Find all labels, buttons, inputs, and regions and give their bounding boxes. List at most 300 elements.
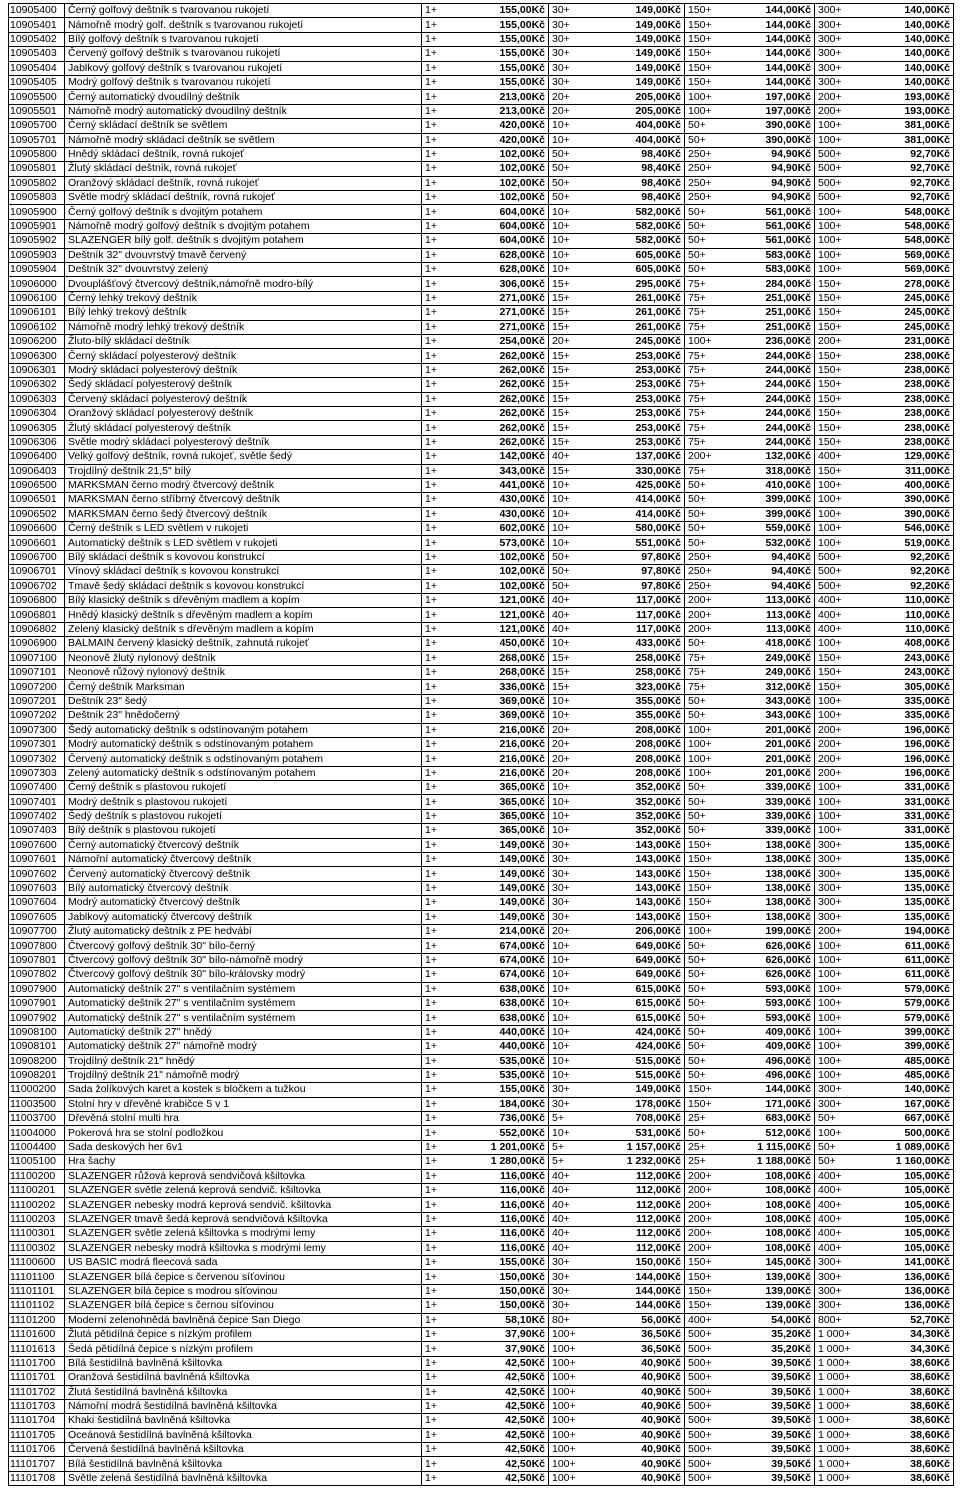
price-tier-1: 1 280,00Kč [472,1155,549,1169]
product-name: Bílý deštník s plastovou rukojetí [65,824,422,838]
qty-tier-3: 50+ [685,133,735,147]
price-tier-3: 138,00Kč [735,867,815,881]
table-row [9,32,954,46]
qty-tier-2: 40+ [549,1241,599,1255]
qty-tier-2: 80+ [549,1313,599,1327]
price-tier-2: 149,00Kč [599,61,685,75]
price-tier-3: 284,00Kč [735,277,815,291]
price-tier-3: 94,90Kč [735,176,815,190]
qty-tier-4: 300+ [815,47,865,61]
price-tier-1: 271,00Kč [472,291,549,305]
table-row [9,435,954,449]
price-tier-3: 113,00Kč [735,622,815,636]
product-code: 10906200 [9,334,65,348]
price-tier-2: 149,00Kč [599,18,685,32]
qty-tier-3: 100+ [685,90,735,104]
price-tier-4: 105,00Kč [865,1198,954,1212]
price-tier-2: 143,00Kč [599,881,685,895]
qty-tier-1: 1+ [422,1428,472,1442]
qty-tier-3: 500+ [685,1471,735,1485]
qty-tier-4: 400+ [815,1227,865,1241]
product-code: 10905901 [9,219,65,233]
qty-tier-4: 50+ [815,1155,865,1169]
qty-tier-3: 75+ [685,392,735,406]
qty-tier-1: 1+ [422,665,472,679]
table-row [9,1255,954,1269]
qty-tier-2: 10+ [549,507,599,521]
table-row [9,291,954,305]
qty-tier-2: 30+ [549,867,599,881]
price-tier-4: 140,00Kč [865,32,954,46]
price-tier-4: 569,00Kč [865,248,954,262]
qty-tier-1: 1+ [422,723,472,737]
qty-tier-4: 500+ [815,176,865,190]
table-row [9,996,954,1010]
qty-tier-1: 1+ [422,176,472,190]
price-tier-4: 196,00Kč [865,752,954,766]
price-tier-1: 1 201,00Kč [472,1140,549,1154]
qty-tier-4: 150+ [815,378,865,392]
qty-tier-2: 10+ [549,1011,599,1025]
qty-tier-1: 1+ [422,1068,472,1082]
price-tier-3: 1 188,00Kč [735,1155,815,1169]
price-tier-1: 271,00Kč [472,306,549,320]
price-tier-2: 355,00Kč [599,694,685,708]
product-code: 10905701 [9,133,65,147]
product-code: 10907301 [9,737,65,751]
price-tier-1: 336,00Kč [472,680,549,694]
table-row [9,1184,954,1198]
product-name: Velký golfový deštník, rovná rukojeť, světle šedý [65,450,422,464]
qty-tier-2: 30+ [549,47,599,61]
table-row [9,1011,954,1025]
qty-tier-4: 100+ [815,478,865,492]
price-tier-2: 149,00Kč [599,4,685,18]
qty-tier-2: 10+ [549,133,599,147]
price-tier-2: 112,00Kč [599,1227,685,1241]
product-name: Šedý automatický deštník s odstínovaným potahem [65,723,422,737]
product-code: 10907100 [9,651,65,665]
table-row [9,867,954,881]
product-code: 10907801 [9,953,65,967]
qty-tier-4: 150+ [815,651,865,665]
price-tier-3: 244,00Kč [735,421,815,435]
price-tier-2: 582,00Kč [599,234,685,248]
qty-tier-2: 10+ [549,234,599,248]
qty-tier-1: 1+ [422,1011,472,1025]
product-name: Automatický deštník 27" s ventilačním systémem [65,982,422,996]
price-tier-3: 144,00Kč [735,75,815,89]
product-name: Automatický deštník 27" námořně modrý [65,1040,422,1054]
table-row [9,1284,954,1298]
price-tier-2: 40,90Kč [599,1471,685,1485]
product-name: Bílá šestidílná bavlněná kšiltovka [65,1457,422,1471]
table-row [9,1040,954,1054]
qty-tier-2: 100+ [549,1399,599,1413]
price-tier-1: 440,00Kč [472,1025,549,1039]
product-code: 10907400 [9,781,65,795]
qty-tier-1: 1+ [422,651,472,665]
qty-tier-2: 100+ [549,1327,599,1341]
price-tier-2: 615,00Kč [599,982,685,996]
price-tier-4: 611,00Kč [865,953,954,967]
price-tier-2: 424,00Kč [599,1040,685,1054]
price-tier-1: 216,00Kč [472,723,549,737]
table-row [9,378,954,392]
qty-tier-1: 1+ [422,1054,472,1068]
price-tier-3: 139,00Kč [735,1299,815,1313]
price-tier-2: 261,00Kč [599,291,685,305]
price-tier-4: 38,60Kč [865,1385,954,1399]
price-tier-4: 38,60Kč [865,1443,954,1457]
qty-tier-4: 100+ [815,781,865,795]
price-tier-4: 135,00Kč [865,853,954,867]
product-name: Oranžová šestidílná bavlněná kšiltovka [65,1371,422,1385]
table-row [9,565,954,579]
product-name: Černý deštník s LED světlem v rukojeti [65,522,422,536]
table-row [9,910,954,924]
table-row [9,824,954,838]
product-code: 10907601 [9,853,65,867]
qty-tier-2: 10+ [549,219,599,233]
qty-tier-3: 50+ [685,1126,735,1140]
price-tier-1: 42,50Kč [472,1385,549,1399]
price-tier-1: 102,00Kč [472,565,549,579]
qty-tier-2: 10+ [549,493,599,507]
price-tier-1: 149,00Kč [472,867,549,881]
table-row [9,119,954,133]
price-tier-4: 238,00Kč [865,421,954,435]
qty-tier-4: 150+ [815,306,865,320]
qty-tier-3: 500+ [685,1356,735,1370]
price-tier-2: 40,90Kč [599,1385,685,1399]
product-name: Námořně modrý skládací deštník se světlem [65,133,422,147]
qty-tier-1: 1+ [422,306,472,320]
price-tier-1: 155,00Kč [472,1083,549,1097]
price-tier-2: 404,00Kč [599,119,685,133]
qty-tier-1: 1+ [422,982,472,996]
qty-tier-3: 100+ [685,766,735,780]
price-tier-3: 626,00Kč [735,968,815,982]
price-tier-4: 129,00Kč [865,450,954,464]
price-tier-3: 339,00Kč [735,781,815,795]
price-tier-1: 216,00Kč [472,737,549,751]
qty-tier-3: 50+ [685,478,735,492]
qty-tier-1: 1+ [422,406,472,420]
price-tier-4: 485,00Kč [865,1054,954,1068]
qty-tier-1: 1+ [422,349,472,363]
qty-tier-3: 75+ [685,306,735,320]
qty-tier-1: 1+ [422,853,472,867]
qty-tier-1: 1+ [422,478,472,492]
price-tier-1: 369,00Kč [472,694,549,708]
qty-tier-3: 50+ [685,263,735,277]
qty-tier-3: 200+ [685,594,735,608]
product-code: 10907403 [9,824,65,838]
price-tier-1: 440,00Kč [472,1040,549,1054]
qty-tier-1: 1+ [422,1255,472,1269]
price-tier-4: 140,00Kč [865,61,954,75]
table-row [9,421,954,435]
price-tier-2: 253,00Kč [599,363,685,377]
qty-tier-1: 1+ [422,263,472,277]
table-row [9,1025,954,1039]
product-name: Moderní zelenohnědá bavlněná čepice San Diego [65,1313,422,1327]
price-tier-2: 615,00Kč [599,1011,685,1025]
price-tier-2: 117,00Kč [599,594,685,608]
product-name: Světle modrý skládací polyesterový deštník [65,435,422,449]
product-code: 10906700 [9,550,65,564]
price-tier-3: 496,00Kč [735,1068,815,1082]
qty-tier-2: 30+ [549,32,599,46]
price-tier-4: 196,00Kč [865,723,954,737]
product-name: Stolní hry v dřevěné krabičce 5 v 1 [65,1097,422,1111]
qty-tier-1: 1+ [422,334,472,348]
qty-tier-1: 1+ [422,838,472,852]
price-tier-4: 485,00Kč [865,1068,954,1082]
price-tier-1: 121,00Kč [472,608,549,622]
product-name: Pokerová hra se stolní podložkou [65,1126,422,1140]
qty-tier-1: 1+ [422,234,472,248]
qty-tier-3: 75+ [685,421,735,435]
qty-tier-1: 1+ [422,378,472,392]
price-tier-1: 674,00Kč [472,953,549,967]
product-name: SLAZENGER světle zelená kšiltovka s modrými lemy [65,1227,422,1241]
price-tier-4: 136,00Kč [865,1299,954,1313]
price-tier-3: 138,00Kč [735,910,815,924]
price-tier-1: 42,50Kč [472,1414,549,1428]
qty-tier-2: 40+ [549,1184,599,1198]
price-tier-4: 38,60Kč [865,1371,954,1385]
table-row [9,709,954,723]
price-tier-1: 262,00Kč [472,421,549,435]
table-row [9,104,954,118]
qty-tier-1: 1+ [422,90,472,104]
qty-tier-2: 10+ [549,522,599,536]
qty-tier-4: 300+ [815,1097,865,1111]
product-name: Čtvercový golfový deštník 30" bílo-námořně modrý [65,953,422,967]
price-tier-4: 194,00Kč [865,925,954,939]
product-code: 10906800 [9,594,65,608]
product-code: 11101705 [9,1428,65,1442]
product-name: Námořně modrý golfový deštník s dvojitým potahem [65,219,422,233]
price-tier-1: 604,00Kč [472,205,549,219]
price-tier-3: 171,00Kč [735,1097,815,1111]
price-tier-3: 139,00Kč [735,1284,815,1298]
table-row [9,665,954,679]
table-row [9,4,954,18]
product-name: Trojdílný deštník 21" hnědý [65,1054,422,1068]
price-tier-2: 98,40Kč [599,176,685,190]
product-code: 10907602 [9,867,65,881]
price-tier-2: 208,00Kč [599,723,685,737]
price-tier-2: 258,00Kč [599,665,685,679]
price-tier-2: 352,00Kč [599,795,685,809]
price-tier-4: 311,00Kč [865,464,954,478]
table-row [9,680,954,694]
qty-tier-1: 1+ [422,867,472,881]
price-tier-2: 98,40Kč [599,147,685,161]
table-row [9,1385,954,1399]
product-name: Námořně modrý lehký trekový deštník [65,320,422,334]
price-tier-3: 54,00Kč [735,1313,815,1327]
table-row [9,752,954,766]
product-name: SLAZENGER bílý golf. deštník s dvojitým potahem [65,234,422,248]
price-tier-4: 1 089,00Kč [865,1140,954,1154]
table-row [9,953,954,967]
qty-tier-1: 1+ [422,1371,472,1385]
table-row [9,1270,954,1284]
product-name: Dvouplášťový čtvercový deštník,námořně modro-bílý [65,277,422,291]
product-code: 11101708 [9,1471,65,1485]
product-code: 11101704 [9,1414,65,1428]
qty-tier-4: 100+ [815,1068,865,1082]
qty-tier-2: 10+ [549,637,599,651]
qty-tier-2: 40+ [549,608,599,622]
price-tier-3: 144,00Kč [735,4,815,18]
qty-tier-2: 40+ [549,1227,599,1241]
table-row [9,1443,954,1457]
qty-tier-2: 40+ [549,1169,599,1183]
price-tier-4: 38,60Kč [865,1414,954,1428]
price-tier-4: 548,00Kč [865,205,954,219]
qty-tier-4: 100+ [815,968,865,982]
price-tier-3: 108,00Kč [735,1212,815,1226]
qty-tier-1: 1+ [422,1299,472,1313]
price-tier-1: 102,00Kč [472,550,549,564]
product-name: Khaki šestidílná bavlněná kšiltovka [65,1414,422,1428]
price-tier-3: 144,00Kč [735,47,815,61]
price-tier-3: 561,00Kč [735,205,815,219]
qty-tier-1: 1+ [422,75,472,89]
price-tier-1: 142,00Kč [472,450,549,464]
table-row [9,1155,954,1169]
qty-tier-1: 1+ [422,1126,472,1140]
price-tier-4: 105,00Kč [865,1184,954,1198]
qty-tier-4: 200+ [815,90,865,104]
table-row [9,1212,954,1226]
price-tier-2: 531,00Kč [599,1126,685,1140]
price-tier-1: 420,00Kč [472,133,549,147]
product-name: Bílý golfový deštník s tvarovanou rukojetí [65,32,422,46]
price-tier-2: 117,00Kč [599,622,685,636]
qty-tier-4: 400+ [815,594,865,608]
price-tier-2: 404,00Kč [599,133,685,147]
qty-tier-2: 20+ [549,766,599,780]
price-tier-4: 238,00Kč [865,349,954,363]
price-tier-4: 52,70Kč [865,1313,954,1327]
product-code: 10906102 [9,320,65,334]
qty-tier-1: 1+ [422,896,472,910]
qty-tier-3: 50+ [685,536,735,550]
price-tier-2: 97,80Kč [599,579,685,593]
product-code: 11004400 [9,1140,65,1154]
table-row [9,478,954,492]
qty-tier-2: 30+ [549,853,599,867]
product-code: 10906301 [9,363,65,377]
price-tier-2: 144,00Kč [599,1270,685,1284]
qty-tier-4: 100+ [815,694,865,708]
price-tier-1: 116,00Kč [472,1198,549,1212]
qty-tier-3: 150+ [685,853,735,867]
product-name: Žlutý skládací polyesterový deštník [65,421,422,435]
qty-tier-3: 150+ [685,910,735,924]
price-tier-1: 116,00Kč [472,1241,549,1255]
product-name: Černý skládací deštník se světlem [65,119,422,133]
price-tier-2: 97,80Kč [599,550,685,564]
table-row [9,162,954,176]
product-code: 11000200 [9,1083,65,1097]
price-tier-4: 548,00Kč [865,234,954,248]
price-tier-2: 56,00Kč [599,1313,685,1327]
table-row [9,75,954,89]
price-tier-2: 355,00Kč [599,709,685,723]
product-code: 10907603 [9,881,65,895]
price-tier-2: 708,00Kč [599,1112,685,1126]
price-tier-4: 38,60Kč [865,1399,954,1413]
qty-tier-3: 50+ [685,795,735,809]
qty-tier-1: 1+ [422,737,472,751]
price-tier-2: 97,80Kč [599,565,685,579]
product-code: 10907101 [9,665,65,679]
qty-tier-3: 200+ [685,1241,735,1255]
price-tier-3: 339,00Kč [735,824,815,838]
qty-tier-3: 150+ [685,838,735,852]
qty-tier-2: 10+ [549,781,599,795]
price-tier-3: 39,50Kč [735,1371,815,1385]
qty-tier-3: 100+ [685,104,735,118]
qty-tier-3: 200+ [685,1184,735,1198]
price-tier-2: 143,00Kč [599,867,685,881]
price-tier-3: 244,00Kč [735,378,815,392]
qty-tier-4: 150+ [815,277,865,291]
price-tier-3: 113,00Kč [735,608,815,622]
price-tier-2: 414,00Kč [599,507,685,521]
price-tier-2: 144,00Kč [599,1299,685,1313]
product-code: 11101613 [9,1342,65,1356]
qty-tier-2: 30+ [549,896,599,910]
qty-tier-1: 1+ [422,1025,472,1039]
product-name: Oranžový skládací polyesterový deštník [65,406,422,420]
price-tier-3: 138,00Kč [735,896,815,910]
qty-tier-1: 1+ [422,1356,472,1370]
price-tier-2: 112,00Kč [599,1241,685,1255]
price-tier-2: 149,00Kč [599,75,685,89]
qty-tier-3: 50+ [685,996,735,1010]
price-tier-3: 390,00Kč [735,119,815,133]
price-tier-2: 424,00Kč [599,1025,685,1039]
price-tier-1: 262,00Kč [472,392,549,406]
price-tier-3: 94,90Kč [735,191,815,205]
qty-tier-3: 150+ [685,47,735,61]
price-tier-1: 450,00Kč [472,637,549,651]
price-tier-2: 261,00Kč [599,320,685,334]
price-tier-1: 155,00Kč [472,32,549,46]
price-tier-3: 108,00Kč [735,1241,815,1255]
product-code: 10906304 [9,406,65,420]
qty-tier-1: 1+ [422,622,472,636]
price-tier-3: 244,00Kč [735,392,815,406]
qty-tier-2: 5+ [549,1140,599,1154]
product-name: Automatický deštník 27" hnědý [65,1025,422,1039]
qty-tier-4: 150+ [815,392,865,406]
qty-tier-2: 10+ [549,824,599,838]
table-row [9,263,954,277]
qty-tier-4: 300+ [815,1284,865,1298]
price-tier-3: 132,00Kč [735,450,815,464]
price-tier-1: 102,00Kč [472,162,549,176]
price-tier-4: 519,00Kč [865,536,954,550]
